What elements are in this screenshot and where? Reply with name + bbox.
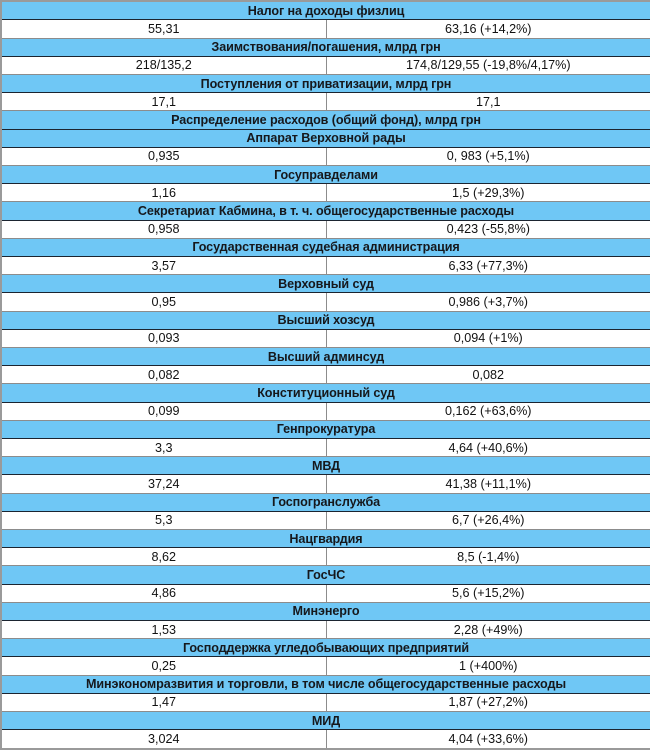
table-row [1, 438, 650, 456]
table-row [1, 329, 650, 347]
value-cell-previous: 3,024 [1, 730, 326, 749]
table-section-row [1, 530, 650, 548]
table-section-row [1, 675, 650, 693]
table-section-row [1, 129, 650, 147]
table-section-row [1, 202, 650, 220]
table-row [1, 402, 650, 420]
value-cell-previous: 0,935 [1, 147, 326, 165]
section-header-label: Высший хозсуд [1, 311, 650, 329]
value-cell-current: 8,5 (-1,4%) [326, 548, 650, 566]
value-cell-current: 17,1 [326, 93, 650, 111]
value-cell-previous: 3,3 [1, 438, 326, 456]
table-section-row [1, 420, 650, 438]
section-header-label: Высший админсуд [1, 347, 650, 365]
value-cell-previous: 8,62 [1, 548, 326, 566]
value-cell-previous: 0,958 [1, 220, 326, 238]
value-cell-current: 0, 983 (+5,1%) [326, 147, 650, 165]
value-cell-current: 5,6 (+15,2%) [326, 584, 650, 602]
section-header-label: МИД [1, 712, 650, 730]
value-cell-previous: 17,1 [1, 93, 326, 111]
table-row [1, 56, 650, 74]
value-cell-previous: 55,31 [1, 20, 326, 38]
value-cell-previous: 218/135,2 [1, 56, 326, 74]
section-header-label: Государственная судебная администрация [1, 238, 650, 256]
section-header-label: Налог на доходы физлиц [1, 1, 650, 20]
value-cell-current: 2,28 (+49%) [326, 621, 650, 639]
value-cell-previous: 0,093 [1, 329, 326, 347]
value-cell-previous: 3,57 [1, 256, 326, 274]
value-cell-current: 0,423 (-55,8%) [326, 220, 650, 238]
table-row [1, 693, 650, 711]
value-cell-current: 1 (+400%) [326, 657, 650, 675]
table-row [1, 366, 650, 384]
value-cell-previous: 1,16 [1, 184, 326, 202]
value-cell-current: 0,094 (+1%) [326, 329, 650, 347]
value-cell-current: 0,162 (+63,6%) [326, 402, 650, 420]
table-row [1, 548, 650, 566]
table-row [1, 475, 650, 493]
section-header-label: Нацгвардия [1, 530, 650, 548]
table-row [1, 657, 650, 675]
table-section-row [1, 165, 650, 183]
table-row [1, 256, 650, 274]
section-header-label: Заимствования/погашения, млрд грн [1, 38, 650, 56]
value-cell-current: 0,082 [326, 366, 650, 384]
table-section-row [1, 712, 650, 730]
value-cell-previous: 1,53 [1, 621, 326, 639]
value-cell-current: 1,87 (+27,2%) [326, 693, 650, 711]
section-header-label: Господдержка угледобывающих предприятий [1, 639, 650, 657]
table-section-row [1, 457, 650, 475]
section-header-label: Генпрокуратура [1, 420, 650, 438]
table-section-row [1, 602, 650, 620]
table-section-row [1, 38, 650, 56]
value-cell-current: 4,64 (+40,6%) [326, 438, 650, 456]
table-section-row [1, 347, 650, 365]
value-cell-current: 6,7 (+26,4%) [326, 511, 650, 529]
section-header-label: Верховный суд [1, 275, 650, 293]
value-cell-current: 0,986 (+3,7%) [326, 293, 650, 311]
table-section-row [1, 74, 650, 92]
table-section-row [1, 493, 650, 511]
section-header-label: Госуправделами [1, 165, 650, 183]
table-row [1, 184, 650, 202]
table-row [1, 511, 650, 529]
value-cell-current: 41,38 (+11,1%) [326, 475, 650, 493]
section-header-label: ГосЧС [1, 566, 650, 584]
table-row [1, 730, 650, 749]
value-cell-current: 1,5 (+29,3%) [326, 184, 650, 202]
table-section-row [1, 111, 650, 129]
value-cell-current: 174,8/129,55 (-19,8%/4,17%) [326, 56, 650, 74]
value-cell-current: 63,16 (+14,2%) [326, 20, 650, 38]
value-cell-current: 4,04 (+33,6%) [326, 730, 650, 749]
section-header-label: МВД [1, 457, 650, 475]
table-section-row [1, 311, 650, 329]
section-header-label: Поступления от приватизации, млрд грн [1, 74, 650, 92]
section-header-label: Секретариат Кабмина, в т. ч. общегосударственные расходы [1, 202, 650, 220]
value-cell-previous: 4,86 [1, 584, 326, 602]
table-row [1, 147, 650, 165]
table-row [1, 20, 650, 38]
table-row [1, 93, 650, 111]
section-header-label: Госпогранслужба [1, 493, 650, 511]
section-header-label: Конституционный суд [1, 384, 650, 402]
section-header-label: Аппарат Верховной рады [1, 129, 650, 147]
value-cell-current: 6,33 (+77,3%) [326, 256, 650, 274]
table-body [1, 1, 650, 749]
value-cell-previous: 5,3 [1, 511, 326, 529]
table-row [1, 584, 650, 602]
table-section-row [1, 1, 650, 20]
section-header-label: Минэкономразвития и торговли, в том числе общегосударственные расходы [1, 675, 650, 693]
table-row [1, 293, 650, 311]
value-cell-previous: 0,95 [1, 293, 326, 311]
value-cell-previous: 37,24 [1, 475, 326, 493]
section-header-label: Распределение расходов (общий фонд), млрд грн [1, 111, 650, 129]
table-row [1, 220, 650, 238]
value-cell-previous: 0,082 [1, 366, 326, 384]
table-section-row [1, 384, 650, 402]
table-section-row [1, 566, 650, 584]
value-cell-previous: 1,47 [1, 693, 326, 711]
section-header-label: Минэнерго [1, 602, 650, 620]
value-cell-previous: 0,25 [1, 657, 326, 675]
table-section-row [1, 275, 650, 293]
value-cell-previous: 0,099 [1, 402, 326, 420]
table-section-row [1, 238, 650, 256]
table-section-row [1, 639, 650, 657]
table-row [1, 621, 650, 639]
